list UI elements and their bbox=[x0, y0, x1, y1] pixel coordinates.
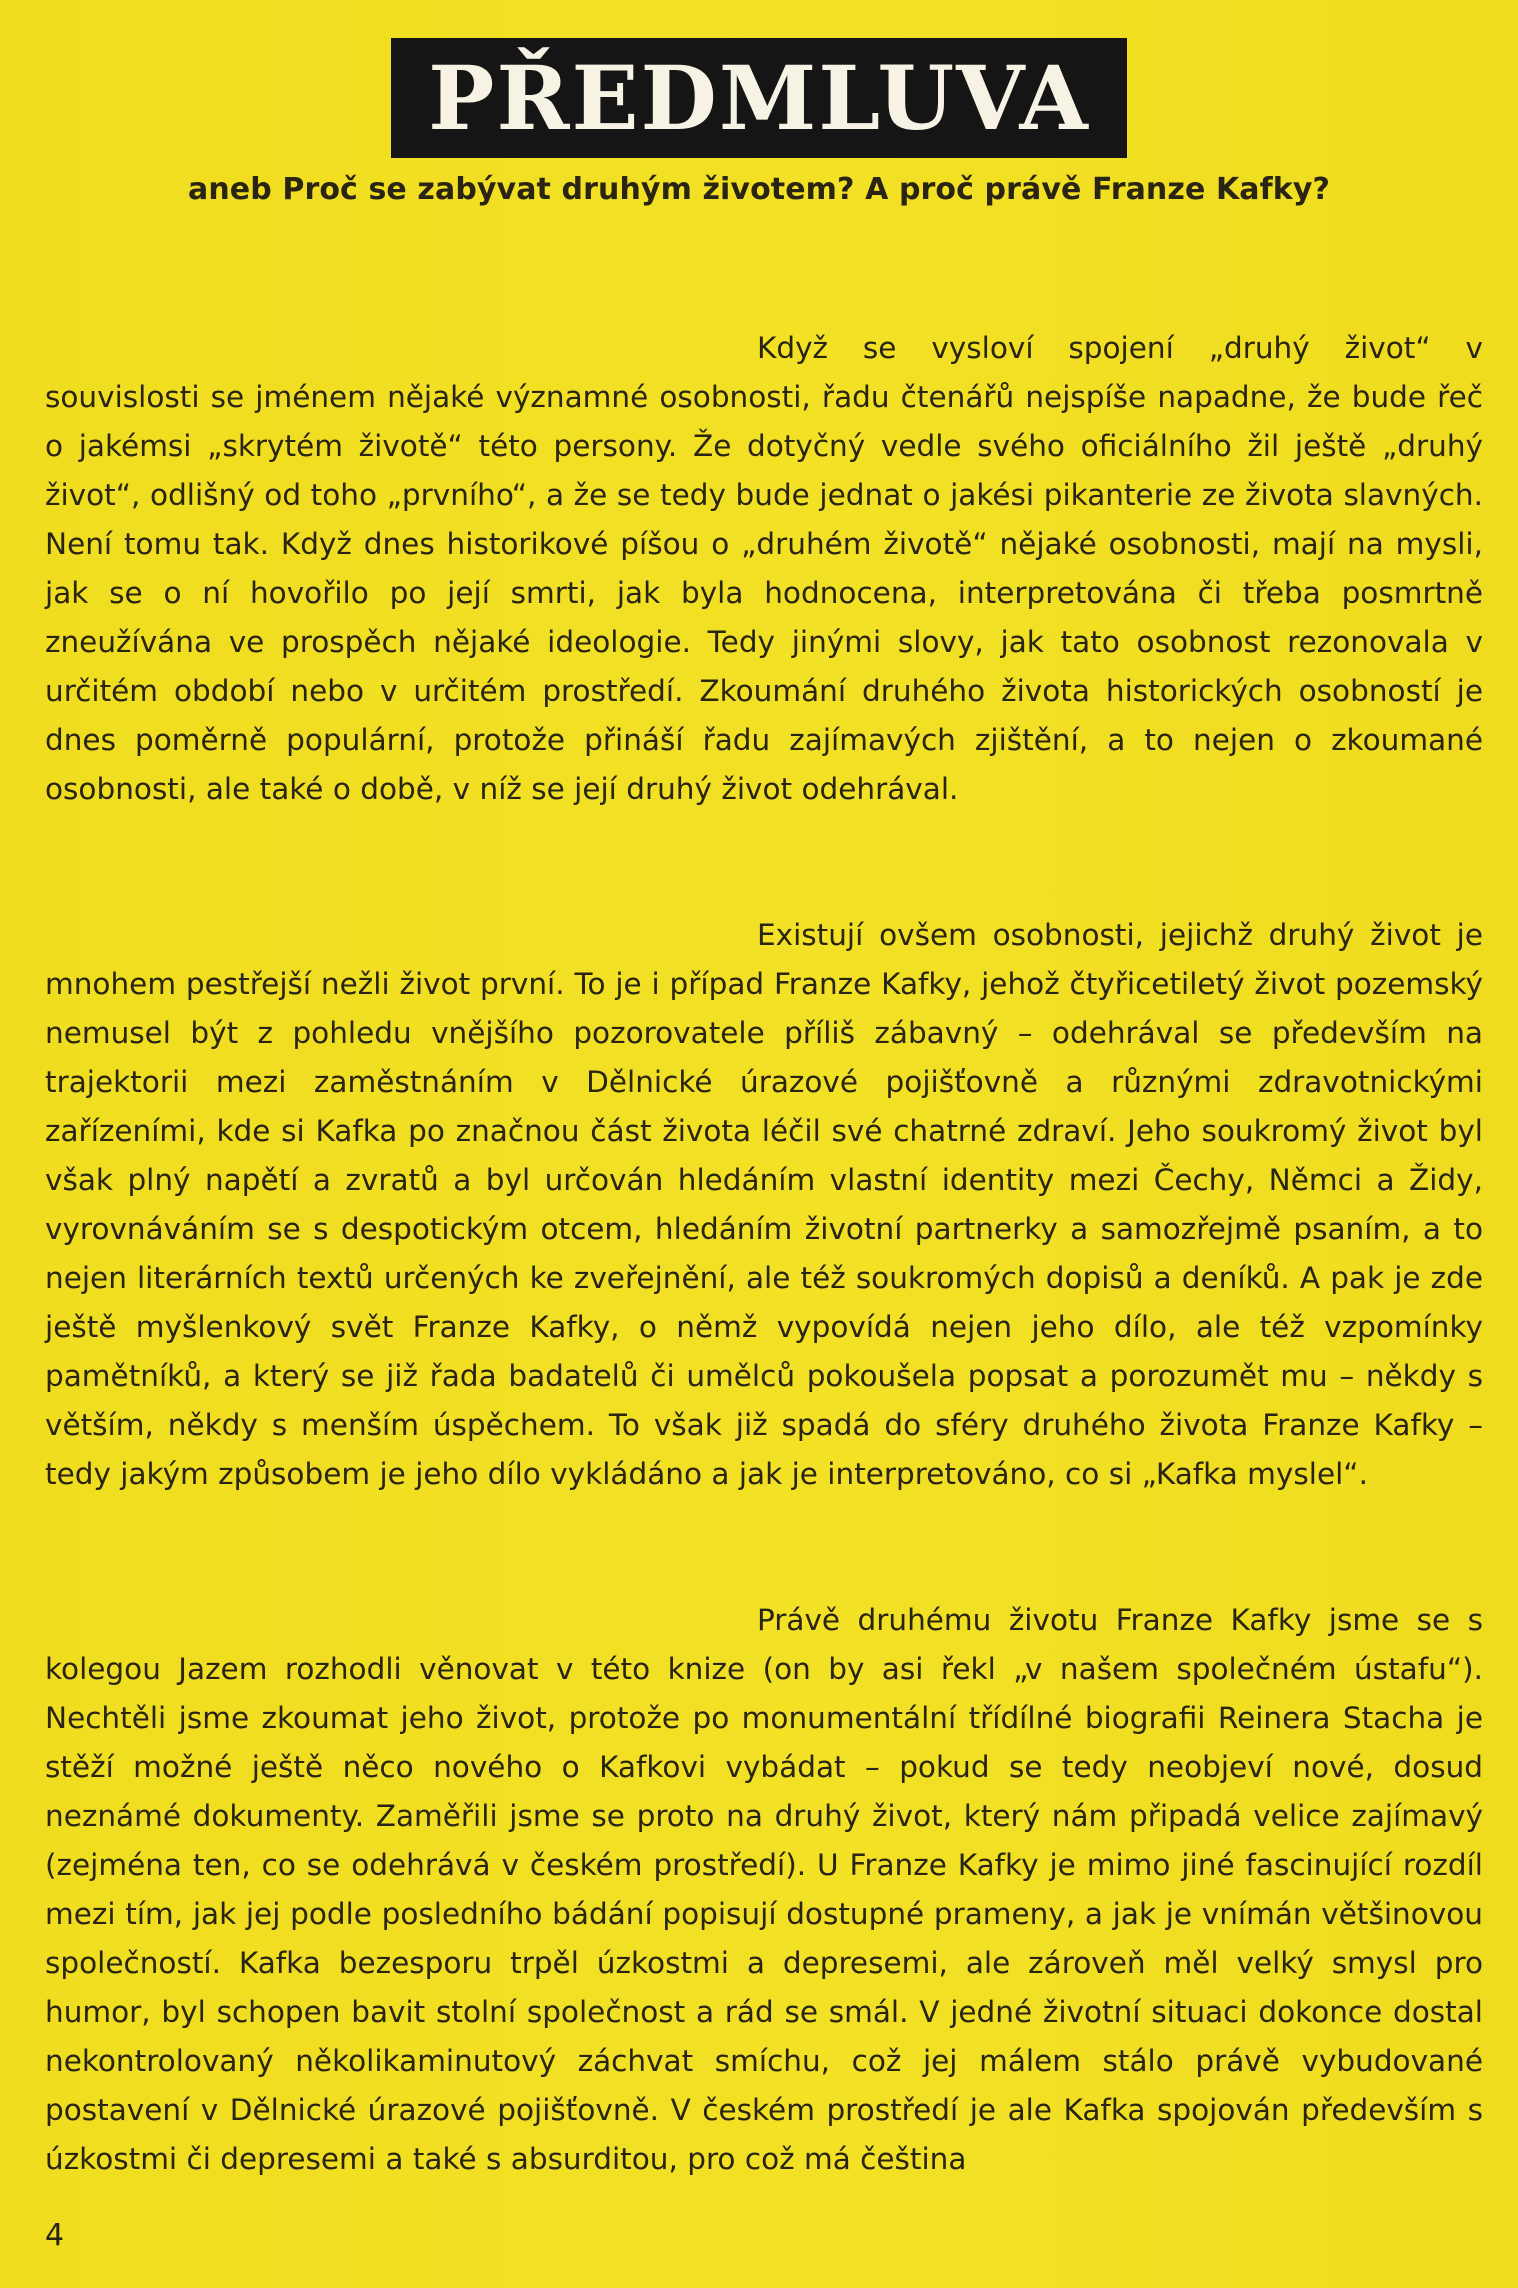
body-text bbox=[45, 324, 1483, 2184]
paragraph-3: Právě druhému životu Franze Kafky jsme se s kolegou Jazem rozhodli věnovat v této knize (on by asi řekl „v našem společném ústafu“). Nechtěli jsme zkoumat jeho život, protože po monumentální třídílné biografii Reinera Stacha je stěží možné ještě něco nového o Kafkovi vybádat – pokud se tedy neobjeví nové, dosud neznámé dokumenty. Zaměřili jsme se proto na druhý život, který nám připadá velice zajímavý (zejména ten, co se odehrává v českém prostředí). U Franze Kafky je mimo jiné fascinující rozdíl mezi tím, jak jej podle posledního bádání popisují dostupné prameny, a jak je vnímán většinovou společností. Kafka bezesporu trpěl úzkostmi a depresemi, ale zároveň měl velký smysl pro humor, byl schopen bavit stolní společnost a rád se smál. V jedné životní situaci dokonce dostal nekontrolovaný několikaminutový záchvat smíchu, což jej málem stálo právě vybudované postavení v Dělnické úrazové pojišťovně. V českém prostředí je ale Kafka spojován především s úzkostmi či depresemi a také s absurditou, pro což má čeština bbox=[45, 1603, 1483, 2176]
page-title: PŘEDMLUVA bbox=[428, 46, 1090, 150]
page-number: 4 bbox=[45, 2218, 65, 2253]
title-banner bbox=[391, 38, 1127, 158]
page-subtitle: aneb Proč se zabývat druhým životem? A proč právě Franze Kafky? bbox=[187, 172, 1330, 207]
paragraph-1: Když se vysloví spojení „druhý život“ v souvislosti se jménem nějaké významné osobnosti, řadu čtenářů nejspíše napadne, že bude řeč o jakémsi „skrytém životě“ této persony. Že dotyčný vedle svého oficiálního žil ještě „druhý život“, odlišný od toho „prvního“, a že se tedy bude jednat o jakési pikanterie ze života slavných. Není tomu tak. Když dnes historikové píšou o „druhém životě“ nějaké osobnosti, mají na mysli, jak se o ní hovořilo po její smrti, jak byla hodnocena, interpretována či třeba posmrtně zneužívána ve prospěch nějaké ideologie. Tedy jinými slovy, jak tato osobnost rezonovala v určitém období nebo v určitém prostředí. Zkoumání druhého života historických osobností je dnes poměrně populární, protože přináší řadu zajímavých zjištění, a to nejen o zkoumané osobnosti, ale také o době, v níž se její druhý život odehrával. bbox=[45, 331, 1483, 806]
paragraph-2: Existují ovšem osobnosti, jejichž druhý život je mnohem pestřejší nežli život první. To je i případ Franze Kafky, jehož čtyřicetiletý život pozemský nemusel být z pohledu vnějšího pozorovatele příliš zábavný – odehrával se především na trajektorii mezi zaměstnáním v Dělnické úrazové pojišťovně a různými zdravotnickými zařízeními, kde si Kafka po značnou část života léčil své chatrné zdraví. Jeho soukromý život byl však plný napětí a zvratů a byl určován hledáním vlastní identity mezi Čechy, Němci a Židy, vyrovnáváním se s despotickým otcem, hledáním životní partnerky a samozřejmě psaním, a to nejen literárních textů určených ke zveřejnění, ale též soukromých dopisů a deníků. A pak je zde ještě myšlenkový svět Franze Kafky, o němž vypovídá nejen jeho dílo, ale též vzpomínky pamětníků, a který se již řada badatelů či umělců pokoušela popsat a porozumět mu – někdy s větším, někdy s menším úspěchem. To však již spadá do sféry druhého života Franze Kafky – tedy jakým způsobem je jeho dílo vykládáno a jak je interpretováno, co si „Kafka myslel“. bbox=[45, 918, 1483, 1491]
